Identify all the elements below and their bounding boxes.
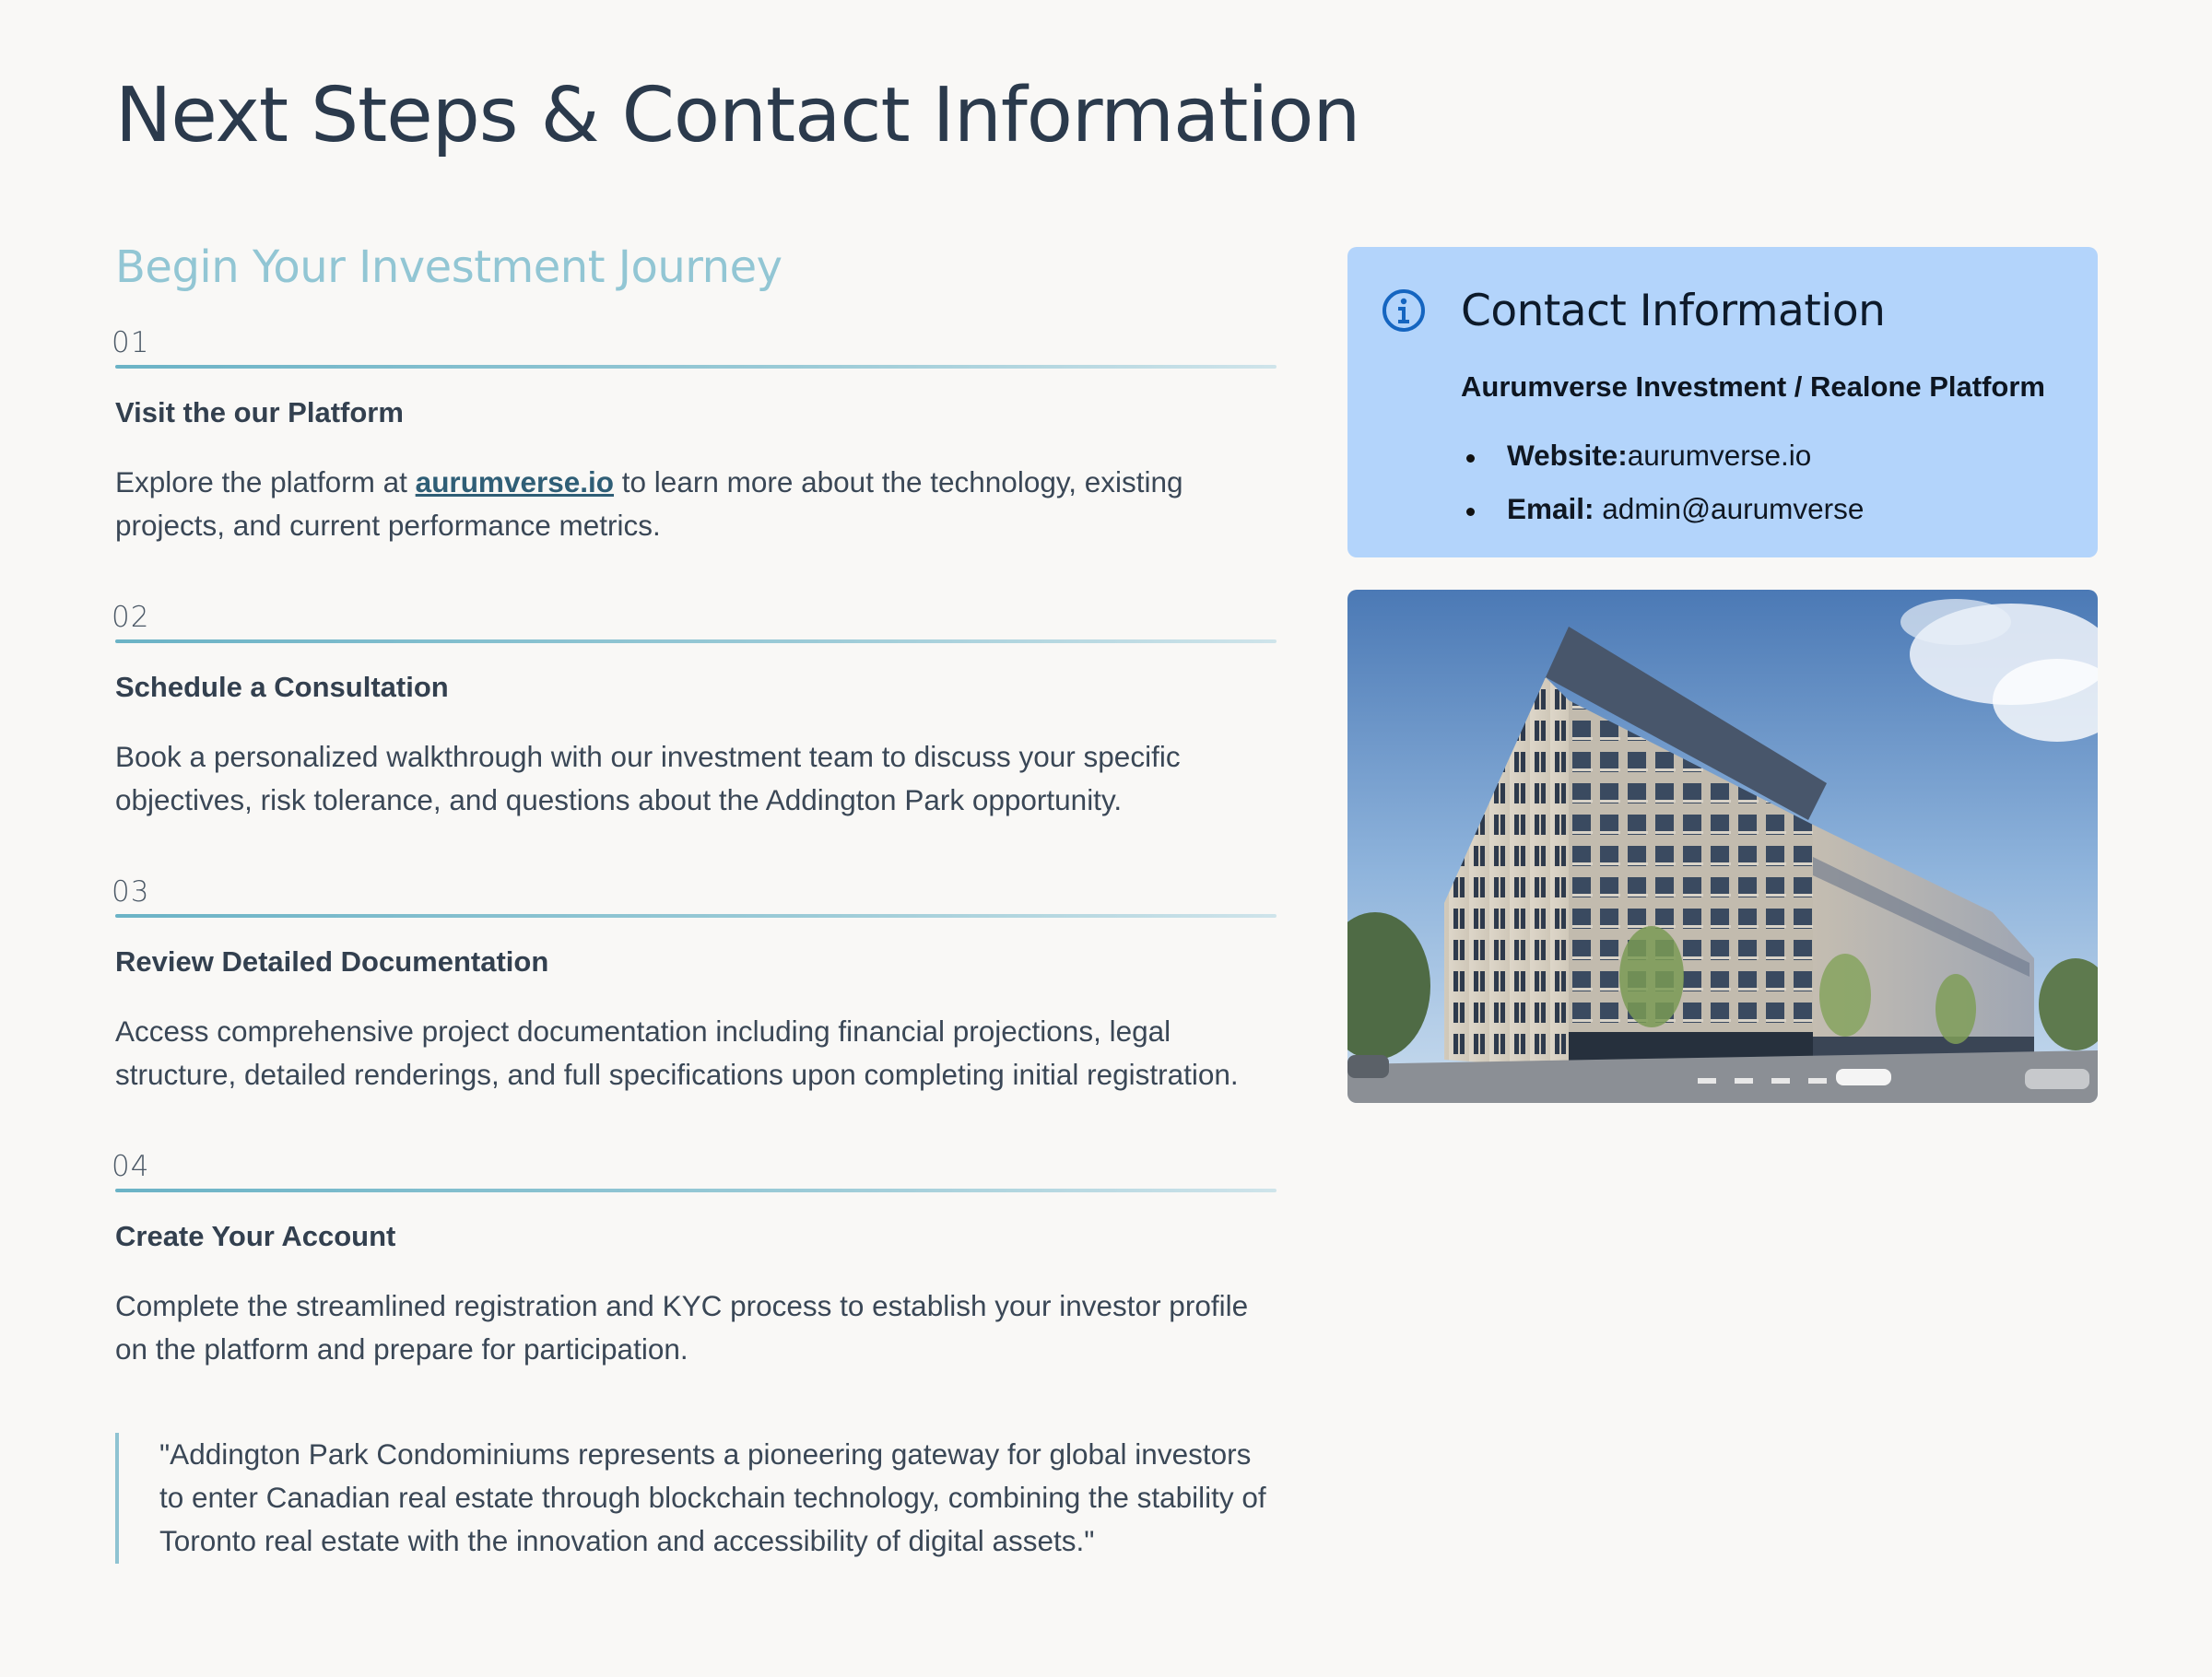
step-body-text: Explore the platform at	[115, 465, 416, 498]
contact-email[interactable]	[1461, 492, 1864, 545]
platform-link[interactable]: aurumverse.io	[415, 465, 615, 498]
page-title: Next Steps & Contact Information	[115, 72, 1360, 159]
section-heading: Begin Your Investment Journey	[115, 241, 782, 293]
step-body: Complete the streamlined registration and KYC process to establish your investor profile on the platform and prepare for participation.	[115, 1289, 1249, 1366]
investor-quote: "Addington Park Condominiums represents a pioneering gateway for global investors to enter Canadian real estate through blockchain technology, combining the stability of Toronto real estate with the innovation and accessibility of digital assets."	[115, 1433, 1281, 1564]
step-divider	[115, 1189, 1277, 1192]
step-2	[112, 601, 1277, 875]
contact-website[interactable]	[1461, 439, 1864, 492]
step-title: Schedule a Consultation	[115, 671, 449, 703]
contact-list	[1461, 439, 1864, 545]
step-divider	[115, 639, 1277, 643]
step-number: 02	[112, 601, 150, 634]
step-body-text: to learn more about the technology, existing projects, and current performance metrics.	[115, 465, 1183, 542]
building-illustration	[1347, 590, 2098, 1103]
step-number: 01	[112, 326, 150, 359]
step-body	[115, 461, 1277, 547]
step-1	[112, 326, 1277, 601]
step-title: Create Your Account	[115, 1220, 396, 1252]
step-divider	[115, 365, 1277, 369]
website-value[interactable]: aurumverse.io	[1627, 439, 1812, 472]
email-label: Email:	[1507, 492, 1594, 525]
contact-title: Contact Information	[1461, 286, 1886, 336]
contact-organization: Aurumverse Investment / Realone Platform	[1461, 370, 2045, 403]
step-title: Review Detailed Documentation	[115, 945, 549, 978]
info-icon	[1381, 287, 1427, 334]
step-number: 04	[112, 1150, 150, 1183]
step-title: Visit the our Platform	[115, 396, 404, 428]
step-body: Book a personalized walkthrough with our investment team to discuss your specific objectives, risk tolerance, and questions about the Addington Park opportunity.	[115, 740, 1181, 816]
website-label: Website:	[1507, 439, 1628, 472]
journey-section	[112, 241, 1277, 1425]
building-rendering-image	[1347, 590, 2098, 1103]
step-3	[112, 875, 1277, 1150]
contact-card	[1347, 247, 2098, 557]
email-value[interactable]: admin@aurumverse	[1594, 492, 1865, 525]
step-4	[112, 1150, 1277, 1425]
step-body: Access comprehensive project documentation including financial projections, legal structure, detailed renderings, and full specifications upon completing initial registration.	[115, 1014, 1239, 1091]
step-number: 03	[112, 875, 150, 909]
step-divider	[115, 914, 1277, 918]
